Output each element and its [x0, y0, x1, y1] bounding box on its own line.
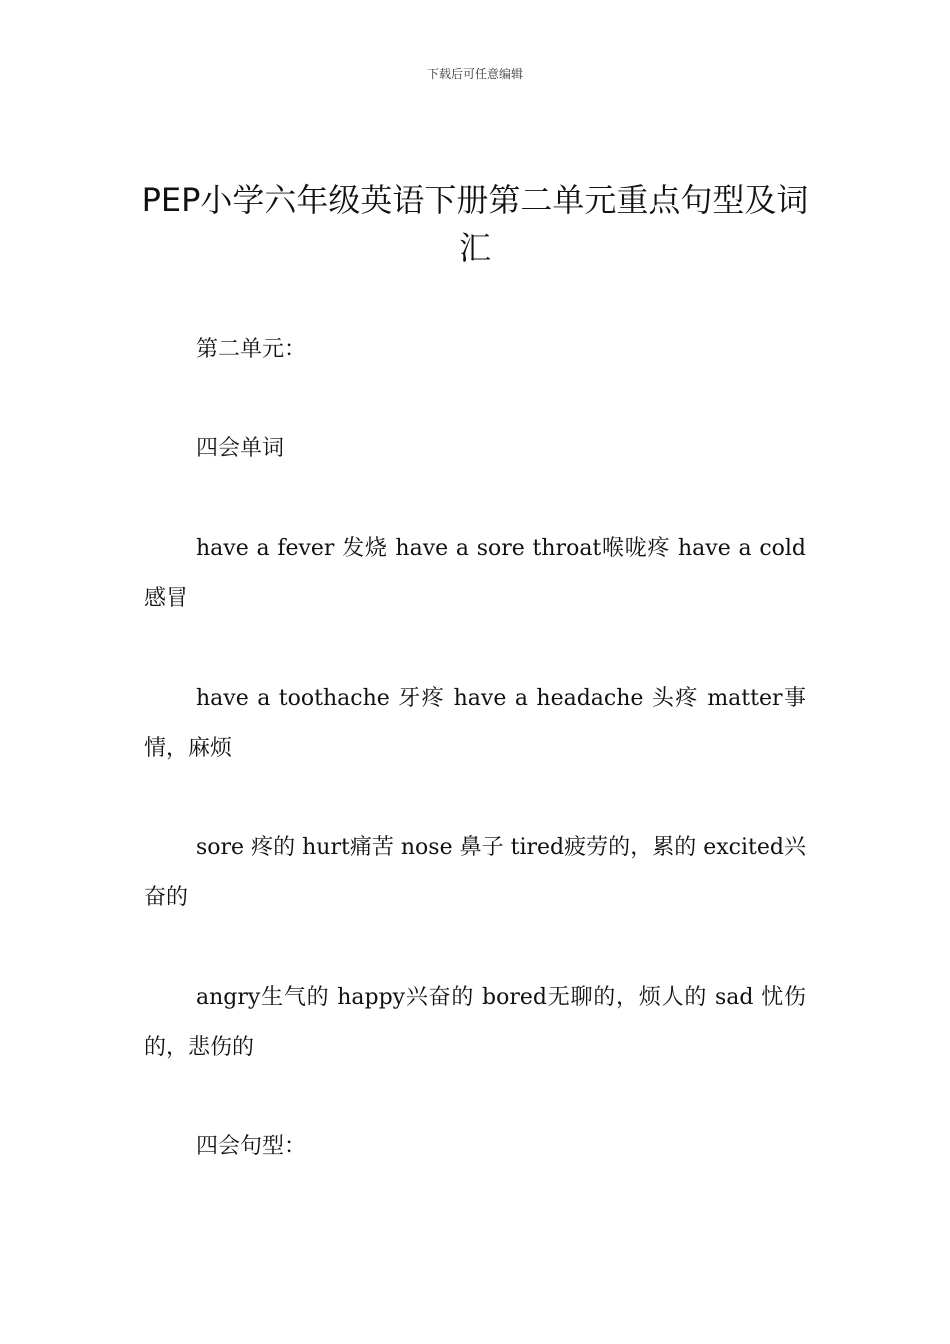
vocab-line-3: sore 疼的 hurt痛苦 nose 鼻子 tired疲劳的，累的 excited兴奋的: [144, 835, 806, 910]
page-title: PEP小学六年级英语下册第二单元重点句型及词汇: [141, 181, 809, 267]
vocab-line-2: have a toothache 牙疼 have a headache 头疼 matter事情，麻烦: [144, 686, 806, 761]
sentence-heading: 四会句型：: [196, 1134, 307, 1159]
vocab-heading: 四会单词: [196, 436, 285, 461]
vocab-line-1: have a fever 发烧 have a sore throat喉咙疼 have a cold感冒: [144, 536, 806, 611]
header-note: 下载后可任意编辑: [426, 67, 523, 81]
vocab-line-4: angry生气的 happy兴奋的 bored无聊的，烦人的 sad 忧伤的，悲伤的: [144, 985, 806, 1060]
unit-label: 第二单元：: [196, 337, 307, 362]
